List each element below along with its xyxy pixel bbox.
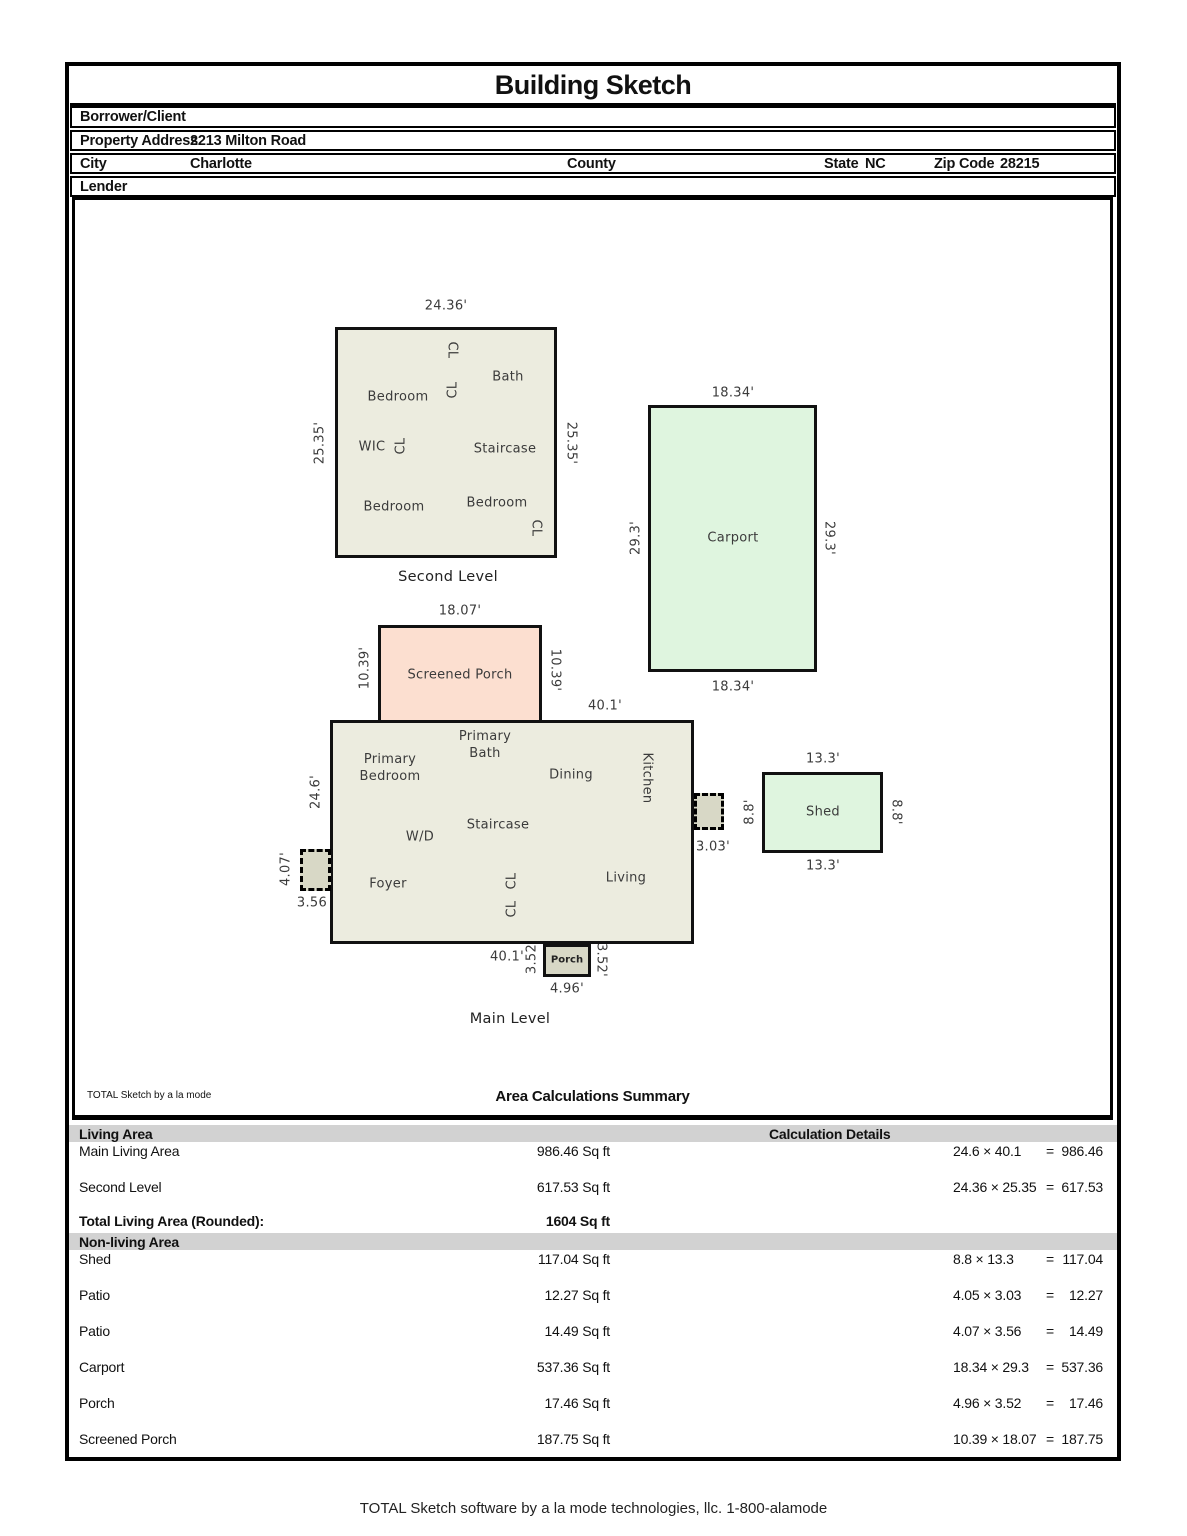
second-level-dim-right: 25.35'	[563, 421, 579, 465]
row-area: 17.46 Sq ft	[544, 1395, 610, 1411]
total-living-area-row	[69, 1213, 1117, 1233]
screened-porch-dim-left: 10.39'	[357, 646, 373, 690]
left-patio-outline	[300, 849, 331, 891]
staircase-label: Staircase	[466, 817, 530, 833]
carport-dim-top: 18.34'	[711, 385, 755, 401]
row-calc: 24.36 × 25.35	[953, 1179, 1037, 1195]
row-result: 17.46	[1068, 1395, 1103, 1411]
wic-label: WIC	[358, 439, 386, 455]
living-area-header-bar	[69, 1125, 1117, 1142]
dining-label: Dining	[549, 767, 593, 783]
kitchen-label: Kitchen	[639, 752, 655, 804]
primary-bath-label	[459, 728, 511, 762]
porch-label: Porch	[550, 954, 584, 966]
total-sketch-brand: TOTAL Sketch by a la mode	[87, 1090, 212, 1101]
shed-label: Shed	[806, 804, 840, 820]
shed-dim-right: 8.8'	[888, 799, 904, 825]
row-calc: 8.8 × 13.3	[953, 1251, 1014, 1267]
left-patio-dim-h: 3.56	[296, 895, 328, 911]
zip-label: Zip Code	[934, 155, 995, 172]
equals-sign: =	[1046, 1323, 1054, 1339]
row-name: Shed	[79, 1251, 111, 1267]
row-name: Porch	[79, 1395, 115, 1411]
right-patio-outline	[694, 793, 724, 830]
city-state-row	[70, 153, 1116, 174]
table-row	[69, 1179, 1117, 1199]
table-row	[69, 1143, 1117, 1163]
equals-sign: =	[1046, 1431, 1054, 1447]
row-calc: 18.34 × 29.3	[953, 1359, 1029, 1375]
equals-sign: =	[1046, 1287, 1054, 1303]
row-calc: 4.05 × 3.03	[953, 1287, 1022, 1303]
table-row	[69, 1359, 1117, 1379]
row-result: 986.46	[1061, 1143, 1103, 1159]
calculation-details-header: Calculation Details	[769, 1126, 891, 1142]
row-area: 537.36 Sq ft	[536, 1359, 610, 1375]
main-level-caption: Main Level	[469, 1011, 551, 1027]
screened-porch-label: Screened Porch	[407, 667, 513, 683]
property-address-value: 2213 Milton Road	[190, 132, 307, 149]
state-value: NC	[865, 155, 886, 172]
county-label: County	[567, 155, 616, 172]
zip-value: 28215	[1000, 155, 1040, 172]
table-row	[69, 1251, 1117, 1271]
primary-bath-line2: Bath	[469, 746, 501, 761]
sketch-area	[72, 197, 1113, 1120]
bedroom-label: Bedroom	[367, 389, 429, 405]
porch-dim-bottom: 4.96'	[549, 981, 585, 997]
total-label: Total Living Area (Rounded):	[79, 1213, 264, 1229]
total-value: 1604 Sq ft	[545, 1213, 610, 1229]
shed-dim-top: 13.3'	[805, 751, 841, 767]
primary-bedroom-label	[360, 751, 421, 785]
city-label: City	[80, 155, 107, 172]
city-value: Charlotte	[190, 155, 252, 172]
equals-sign: =	[1046, 1143, 1054, 1159]
carport-dim-bottom: 18.34'	[711, 679, 755, 695]
carport-label: Carport	[707, 530, 759, 546]
living-area-header: Living Area	[79, 1126, 153, 1142]
bedroom-label: Bedroom	[466, 495, 528, 511]
row-result: 117.04	[1062, 1251, 1103, 1267]
closet-label: CL	[504, 872, 520, 890]
closet-label: CL	[528, 519, 544, 537]
footer-text: TOTAL Sketch software by a la mode technologies, llc. 1-800-alamode	[359, 1500, 828, 1517]
primary-bedroom-line1: Primary	[363, 752, 417, 767]
row-calc: 4.96 × 3.52	[953, 1395, 1022, 1411]
closet-label: CL	[393, 437, 409, 455]
right-patio-dim: 3.03'	[695, 839, 731, 855]
row-name: Main Living Area	[79, 1143, 180, 1159]
staircase-label: Staircase	[473, 441, 537, 457]
property-address-label: Property Address	[80, 132, 198, 149]
equals-sign: =	[1046, 1395, 1054, 1411]
row-calc: 24.6 × 40.1	[953, 1143, 1022, 1159]
table-row	[69, 1431, 1117, 1451]
area-calculations-summary	[69, 1120, 1117, 1457]
row-name: Second Level	[79, 1179, 162, 1195]
table-row	[69, 1287, 1117, 1307]
row-calc: 10.39 × 18.07	[953, 1431, 1037, 1447]
porch-dim-right: 3.52'	[593, 942, 609, 978]
row-result: 187.75	[1061, 1431, 1103, 1447]
row-area: 14.49 Sq ft	[544, 1323, 610, 1339]
second-level-caption: Second Level	[398, 569, 498, 585]
page-title: Building Sketch	[494, 70, 692, 100]
lender-row	[70, 176, 1116, 197]
state-label: State	[824, 155, 859, 172]
row-area: 12.27 Sq ft	[544, 1287, 610, 1303]
primary-bath-line1: Primary	[458, 729, 512, 744]
living-label: Living	[605, 870, 647, 886]
second-level-dim-top: 24.36'	[424, 298, 468, 314]
main-level-dim-left: 24.6'	[308, 774, 324, 810]
row-area: 187.75 Sq ft	[536, 1431, 610, 1447]
left-patio-dim-v: 4.07'	[278, 851, 294, 887]
row-area: 617.53 Sq ft	[536, 1179, 610, 1195]
row-calc: 4.07 × 3.56	[953, 1323, 1022, 1339]
row-name: Carport	[79, 1359, 125, 1375]
row-name: Patio	[79, 1287, 110, 1303]
shed-dim-bottom: 13.3'	[805, 858, 841, 874]
row-name: Screened Porch	[79, 1431, 177, 1447]
row-name: Patio	[79, 1323, 110, 1339]
carport-dim-right: 29.3'	[821, 520, 837, 556]
washer-dryer-label: W/D	[405, 829, 435, 845]
carport-dim-left: 29.3'	[628, 520, 644, 556]
area-calculations-title: Area Calculations Summary	[495, 1088, 690, 1105]
primary-bedroom-line2: Bedroom	[359, 769, 421, 784]
bath-label: Bath	[492, 369, 524, 385]
second-level-dim-left: 25.35'	[312, 421, 328, 465]
screened-porch-dim-top: 18.07'	[438, 603, 482, 619]
row-result: 14.49	[1068, 1323, 1103, 1339]
foyer-label: Foyer	[369, 876, 407, 892]
table-row	[69, 1395, 1117, 1415]
closet-label: CL	[445, 381, 461, 399]
lender-label: Lender	[80, 178, 128, 195]
row-result: 537.36	[1061, 1359, 1103, 1375]
property-address-row	[70, 130, 1116, 151]
shed-dim-left: 8.8'	[742, 799, 758, 825]
row-result: 12.27	[1068, 1287, 1103, 1303]
equals-sign: =	[1046, 1359, 1054, 1375]
nonliving-area-header: Non-living Area	[79, 1234, 179, 1250]
equals-sign: =	[1046, 1251, 1054, 1267]
row-area: 986.46 Sq ft	[536, 1143, 610, 1159]
closet-label: CL	[504, 900, 520, 918]
equals-sign: =	[1046, 1179, 1054, 1195]
main-level-dim-bottom: 40.1'	[489, 949, 525, 965]
nonliving-area-header-bar	[69, 1233, 1117, 1250]
main-level-dim-top: 40.1'	[587, 698, 623, 714]
row-result: 617.53	[1061, 1179, 1103, 1195]
borrower-label: Borrower/Client	[80, 109, 186, 125]
screened-porch-dim-right: 10.39'	[547, 648, 563, 692]
borrower-row	[70, 106, 1116, 128]
porch-dim-left: 3.52	[524, 943, 540, 975]
row-area: 117.04 Sq ft	[537, 1251, 610, 1267]
bedroom-label: Bedroom	[363, 499, 425, 515]
closet-label: CL	[444, 341, 460, 359]
table-row	[69, 1323, 1117, 1343]
